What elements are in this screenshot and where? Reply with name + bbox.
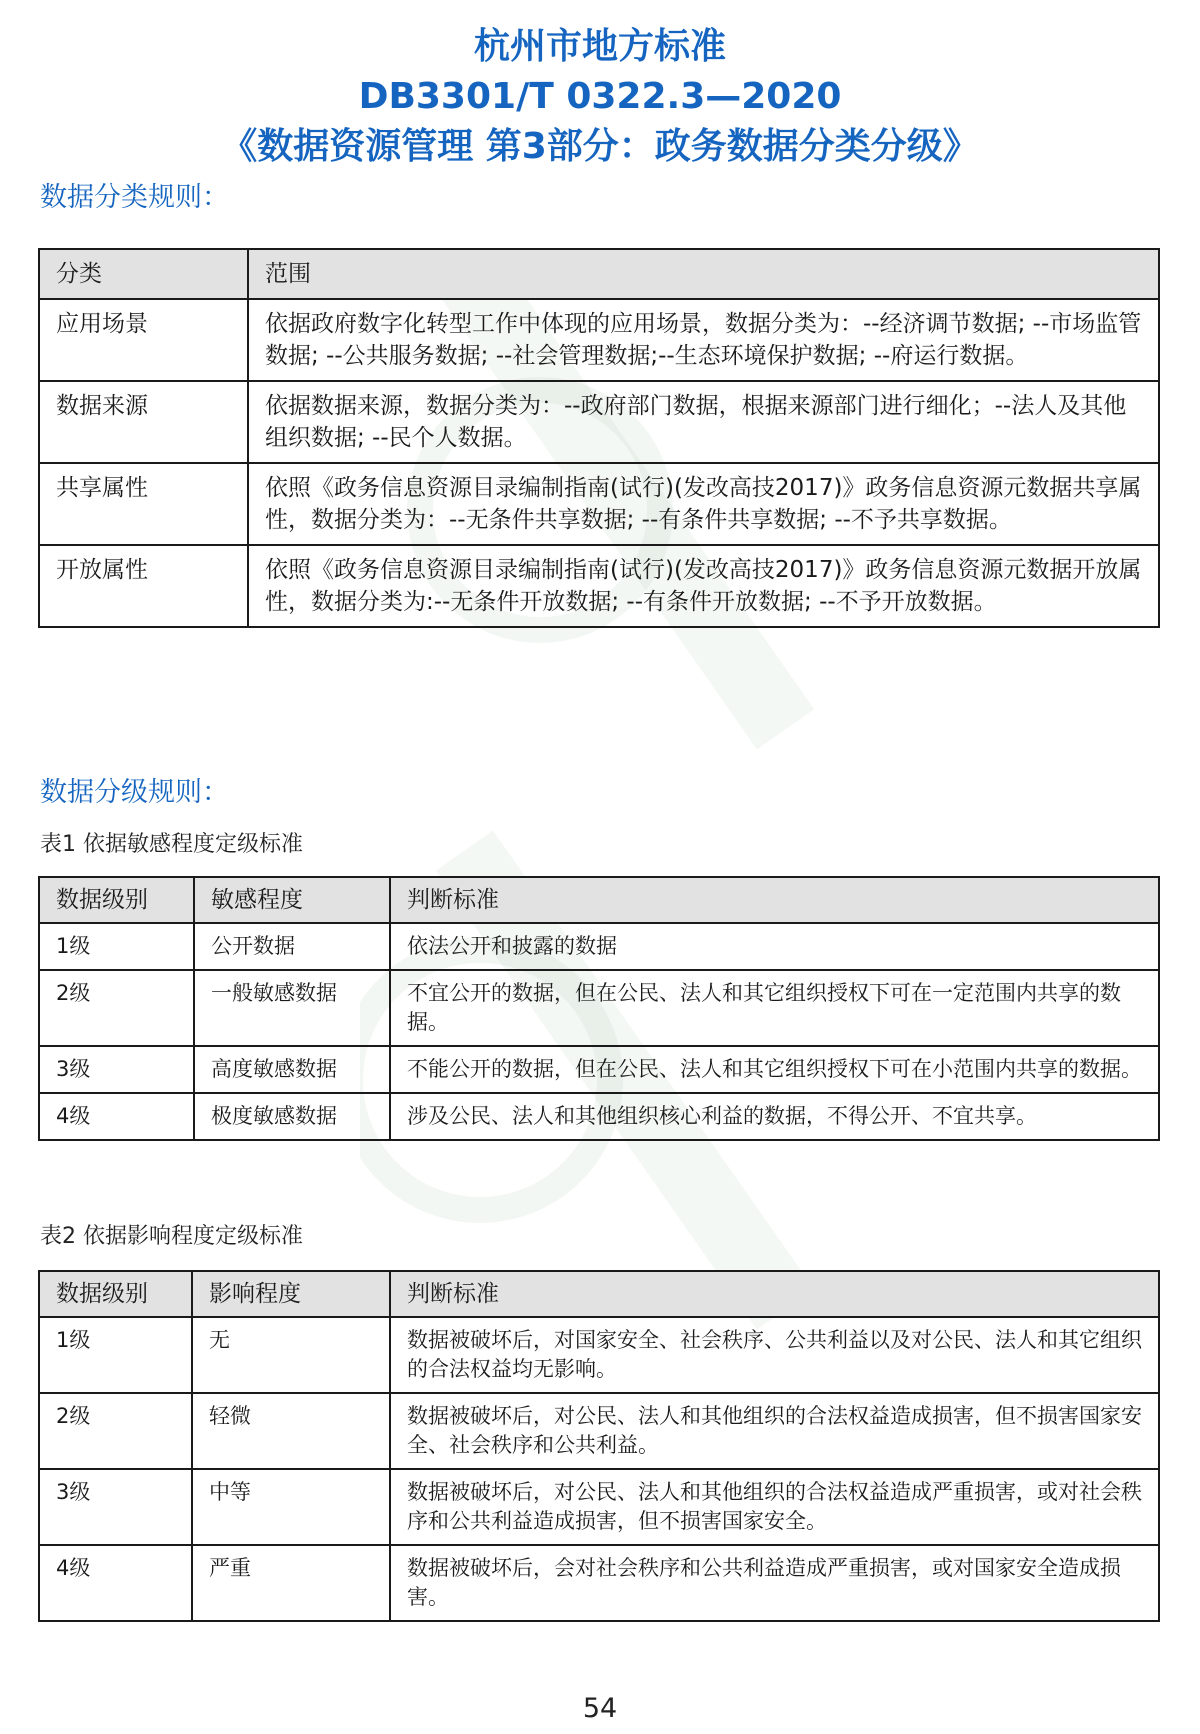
level-cell: 3级 (39, 1469, 192, 1545)
impact-table (38, 1270, 1160, 1622)
scope-cell: 依据政府数字化转型工作中体现的应用场景，数据分类为：--经济调节数据; --市场监管数据; --公共服务数据; --社会管理数据;--生态环境保护数据; --府运行数据。 (248, 299, 1159, 381)
table-row (39, 1317, 1159, 1393)
document-title (0, 22, 1200, 172)
scope-cell: 依照《政务信息资源目录编制指南(试行)(发改高技2017)》政务信息资源元数据共享属性，数据分类为：--无条件共享数据; --有条件共享数据; --不予共享数据。 (248, 463, 1159, 545)
criteria-cell: 数据被破坏后，对公民、法人和其他组织的合法权益造成损害，但不损害国家安全、社会秩序和公共利益。 (390, 1393, 1159, 1469)
table1-caption: 表1 依据敏感程度定级标准 (40, 832, 303, 857)
table-header-row (39, 877, 1159, 923)
title-line-standard-number: DB3301/T 0322.3—2020 (358, 76, 842, 117)
table-row (39, 970, 1159, 1046)
title-line-standard-name: 《数据资源管理 第3部分：政务数据分类分级》 (221, 126, 979, 167)
column-header: 分类 (39, 249, 248, 299)
page-number: 54 (582, 1693, 618, 1724)
category-cell: 共享属性 (39, 463, 248, 545)
sensitivity-cell: 一般敏感数据 (194, 970, 390, 1046)
table2-caption: 表2 依据影响程度定级标准 (40, 1224, 303, 1249)
criteria-cell: 涉及公民、法人和其他组织核心利益的数据，不得公开、不宜共享。 (390, 1093, 1159, 1140)
level-cell: 1级 (39, 923, 194, 970)
table-row (39, 381, 1159, 463)
sensitivity-cell: 极度敏感数据 (194, 1093, 390, 1140)
table-row (39, 1545, 1159, 1621)
level-cell: 2级 (39, 970, 194, 1046)
sensitivity-table (38, 876, 1160, 1141)
category-cell: 应用场景 (39, 299, 248, 381)
sensitivity-cell: 公开数据 (194, 923, 390, 970)
column-header: 影响程度 (192, 1271, 390, 1317)
criteria-cell: 不能公开的数据，但在公民、法人和其它组织授权下可在小范围内共享的数据。 (390, 1046, 1159, 1093)
impact-cell: 无 (192, 1317, 390, 1393)
level-cell: 4级 (39, 1545, 192, 1621)
column-header: 判断标准 (390, 1271, 1159, 1317)
table-row (39, 1469, 1159, 1545)
classification-heading: 数据分类规则： (40, 182, 229, 213)
level-cell: 4级 (39, 1093, 194, 1140)
title-line-authority: 杭州市地方标准 (473, 26, 726, 67)
table-row (39, 463, 1159, 545)
table-row (39, 1093, 1159, 1140)
sensitivity-cell: 高度敏感数据 (194, 1046, 390, 1093)
table-header-row (39, 249, 1159, 299)
impact-cell: 中等 (192, 1469, 390, 1545)
grading-heading: 数据分级规则： (40, 777, 229, 808)
level-cell: 3级 (39, 1046, 194, 1093)
column-header: 数据级别 (39, 1271, 192, 1317)
table-header-row (39, 1271, 1159, 1317)
category-cell: 数据来源 (39, 381, 248, 463)
impact-cell: 严重 (192, 1545, 390, 1621)
criteria-cell: 不宜公开的数据，但在公民、法人和其它组织授权下可在一定范围内共享的数据。 (390, 970, 1159, 1046)
criteria-cell: 数据被破坏后，对国家安全、社会秩序、公共利益以及对公民、法人和其它组织的合法权益均无影响。 (390, 1317, 1159, 1393)
column-header: 范围 (248, 249, 1159, 299)
column-header: 敏感程度 (194, 877, 390, 923)
level-cell: 1级 (39, 1317, 192, 1393)
level-cell: 2级 (39, 1393, 192, 1469)
table-row (39, 923, 1159, 970)
table-row (39, 1393, 1159, 1469)
column-header: 判断标准 (390, 877, 1159, 923)
classification-table (38, 248, 1160, 628)
scope-cell: 依照《政务信息资源目录编制指南(试行)(发改高技2017)》政务信息资源元数据开放属性，数据分类为:--无条件开放数据; --有条件开放数据; --不予开放数据。 (248, 545, 1159, 627)
table-row (39, 1046, 1159, 1093)
table-row (39, 545, 1159, 627)
criteria-cell: 依法公开和披露的数据 (390, 923, 1159, 970)
category-cell: 开放属性 (39, 545, 248, 627)
criteria-cell: 数据被破坏后，对公民、法人和其他组织的合法权益造成严重损害，或对社会秩序和公共利益造成损害，但不损害国家安全。 (390, 1469, 1159, 1545)
impact-cell: 轻微 (192, 1393, 390, 1469)
table-row (39, 299, 1159, 381)
scope-cell: 依据数据来源，数据分类为：--政府部门数据，根据来源部门进行细化；--法人及其他组织数据; --民个人数据。 (248, 381, 1159, 463)
column-header: 数据级别 (39, 877, 194, 923)
criteria-cell: 数据被破坏后，会对社会秩序和公共利益造成严重损害，或对国家安全造成损害。 (390, 1545, 1159, 1621)
